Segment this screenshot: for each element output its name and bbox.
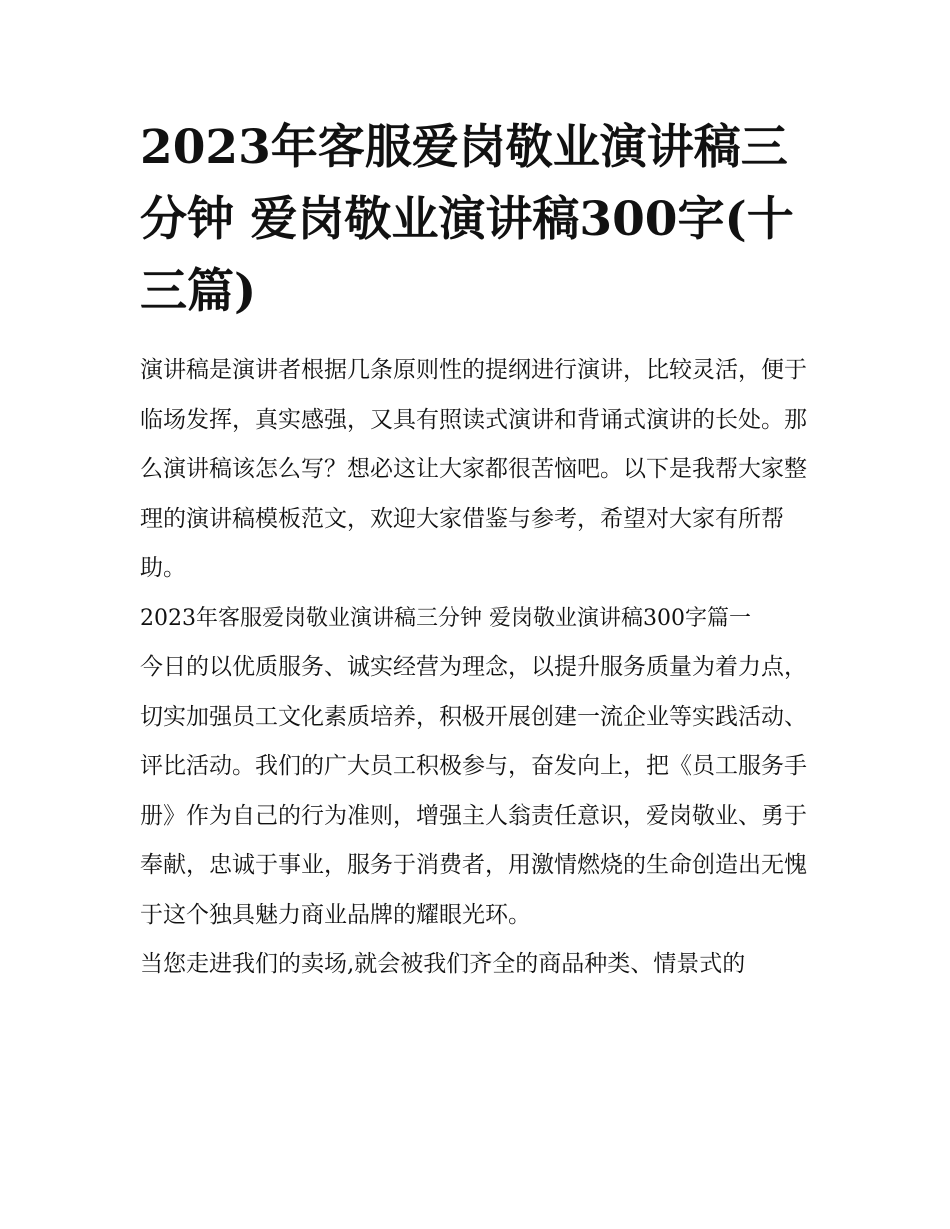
document-page xyxy=(140,112,820,990)
body-paragraph-1: 今日的以优质服务、诚实经营为理念，以提升服务质量为着力点，切实加强员工文化素质培养，积极开展创建一流企业等实践活动、评比活动。我们的广大员工积极参与，奋发向上，把《员工服务手册》作为自己的行为准则，增强主人翁责任意识，爱岗敬业、勇于奉献，忠诚于事业，服务于消费者，用激情燃烧的生命创造出无愧于这个独具魅力商业品牌的耀眼光环。 xyxy=(140,654,807,928)
intro-paragraph: 演讲稿是演讲者根据几条原则性的提纲进行演讲，比较灵活，便于临场发挥，真实感强，又具有照读式演讲和背诵式演讲的长处。那么演讲稿该怎么写？想必这让大家都很苦恼吧。以下是我帮大家整理的演讲稿模板范文，欢迎大家借鉴与参考，希望对大家有所帮助。 xyxy=(140,357,807,581)
section-heading: 2023年客服爱岗敬业演讲稿三分钟 爱岗敬业演讲稿300字篇一 xyxy=(140,605,751,631)
document-title: 2023年客服爱岗敬业演讲稿三分钟 爱岗敬业演讲稿300字(十三篇) xyxy=(140,120,794,319)
body-paragraph-2: 当您走进我们的卖场,就会被我们齐全的商品种类、情景式的 xyxy=(140,951,746,977)
